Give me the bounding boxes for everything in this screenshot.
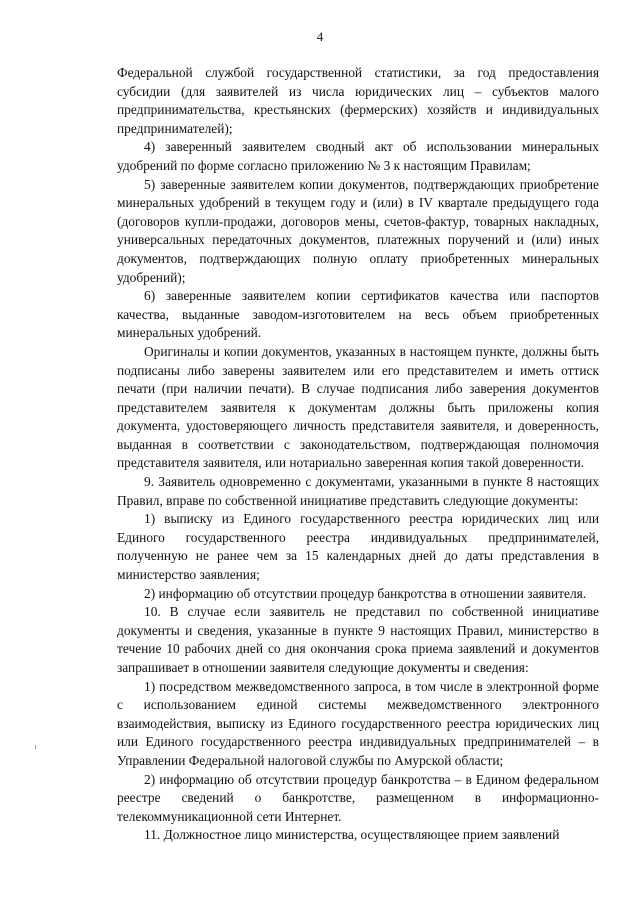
paragraph-originals-and-copies: Оригиналы и копии документов, указанных в настоящем пункте, должны быть подписаны либо заверены заявителем или его представителем и иметь оттиск печати (при наличии печати). В случае подписания либо заверения документов представителем заявителя к документам должны быть приложены копия документа, удостоверяющего личность представителя заявителя, и доверенность, выданная в соответствии с законодательством, подтверждающая полномочия представителя заявителя, или нотариально заверенная копия такой доверенности.: [117, 343, 599, 471]
paragraph-clause-9: 9. Заявитель одновременно с документами, указанными в пункте 8 настоящих Правил, вправе по собственной инициативе представить следующие документы:: [117, 474, 599, 508]
paragraph-clause-10: 10. В случае если заявитель не представил по собственной инициативе документы и сведения, указанные в пункте 9 настоящих Правил, министерство в течение 10 рабочих дней со дня окончания срока приема заявлений и документов запрашивает в отношении заявителя следующие документы и сведения:: [117, 604, 599, 675]
paragraph-clause-9-item-2: 2) информацию об отсутствии процедур банкротства в отношении заявителя.: [144, 585, 587, 601]
paragraph-item-6-quality-certificates: 6) заверенные заявителем копии сертификатов качества или паспортов качества, выданные заводом-изготовителем на весь объем приобретенных минеральных удобрений.: [117, 288, 599, 341]
paragraph-item-5-purchase-documents: 5) заверенные заявителем копии документов, подтверждающих приобретение минеральных удобрений в текущем году и (или) в IV квартале предыдущего года (договоров купли-продажи, договоров мены, счетов-фактур, товарных накладных, универсальных передаточных документов, платежных поручений и (или) иных документов, подтверждающих полную оплату приобретенных минеральных удобрений);: [117, 176, 599, 285]
paragraph-item-4-summary-act: 4) заверенный заявителем сводный акт об использовании минеральных удобрений по форме согласно приложению № 3 к настоящим Правилам;: [117, 139, 599, 173]
paragraph-clause-10-item-1: 1) посредством межведомственного запроса, в том числе в электронной форме с использованием единой системы межведомственного электронного взаимодействия, выписку из Единого государственного реестра юридических лиц или Единого государственного реестра индивидуальных предпринимателей – в Управлении Федеральной налоговой службы по Амурской области;: [117, 678, 599, 768]
scan-margin-mark: [35, 745, 36, 749]
paragraph-clause-11: 11. Должностное лицо министерства, осуществляющее прием заявлений: [144, 827, 560, 843]
document-body: [117, 64, 599, 845]
paragraph-clause-9-item-1: 1) выписку из Единого государственного реестра юридических лиц или Единого государственного реестра индивидуальных предпринимателей, полученную не ранее чем за 15 календарных дней до даты представления в министерство заявления;: [117, 511, 599, 583]
paragraph-clause-10-item-2: 2) информацию об отсутствии процедур банкротства – в Едином федеральном реестре сведений о банкротстве, размещенном в информационно-телекоммуникационной сети Интернет.: [117, 771, 599, 824]
page-number: 4: [316, 29, 324, 44]
paragraph-subsidy-year-continuation: Федеральной службой государственной статистики, за год предоставления субсидии (для заявителей из числа юридических лиц – субъектов малого предпринимательства, крестьянских (фермерских) хозяйств и индивидуальных предпринимателей);: [117, 65, 599, 136]
